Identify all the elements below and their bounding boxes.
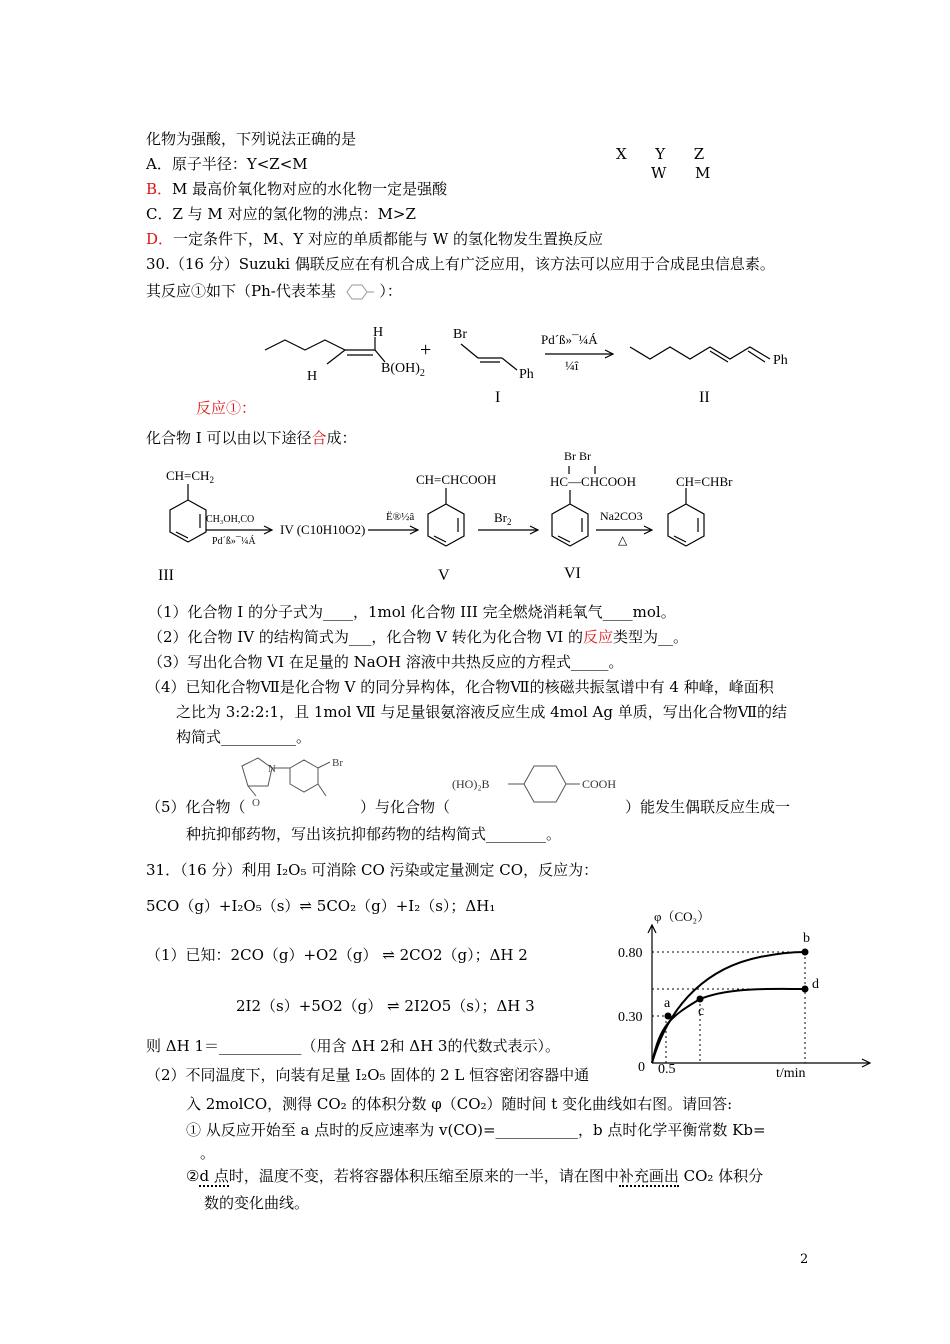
label-compound-V: V — [438, 567, 450, 584]
q29-option-c: C．Z 与 M 对应的氢化物的沸点：M>Z — [146, 205, 416, 223]
q31-then: 则 ΔH 1＝___________（用含 ΔH 2和 ΔH 3的代数式表示）。 — [146, 1037, 560, 1055]
q30-part4-line3: 构简式__________。 — [176, 728, 312, 746]
reagent-3: $Br_2$ — [494, 510, 512, 527]
q29-option-b-text: M 最高价氧化物对应的水化物一定是强酸 — [172, 180, 448, 198]
label-compound-II: II — [699, 389, 710, 406]
q31-eq3-left: 2I2（s）+5O2（g） — [236, 997, 383, 1015]
compound-VI-bromines: Br Br — [564, 449, 591, 463]
reagent-2: Ë®½â — [386, 511, 415, 523]
scheme1-plus: + — [420, 339, 432, 361]
q31-main-equation: 5CO（g）+I₂O₅（s）⇌ 5CO₂（g）+I₂（s）；ΔH₁ — [146, 897, 496, 915]
scheme1-boron-sub: 2 — [419, 368, 425, 379]
label-point-b: b — [803, 931, 810, 946]
co2-fraction-graph — [600, 905, 885, 1085]
scheme1-h-top: H — [373, 325, 384, 340]
q31-part2-line1: （2）不同温度下，向装有足量 I₂O₅ 固体的 2 L 恒容密闭容器中通 — [146, 1066, 590, 1084]
q30-part2-a: （2）化合物 IV 的结构简式为___，化合物 V 转化为化合物 VI 的 — [148, 628, 584, 646]
point-d — [802, 986, 809, 993]
q5-boronic-group: (HO)₂B — [452, 777, 490, 791]
label-point-a: a — [664, 996, 671, 1011]
label-compound-VI: VI — [564, 565, 581, 582]
compound-IV-prefix: IV (C — [280, 522, 310, 537]
periodic-table-row1: X Y Z — [616, 145, 705, 163]
q30-line2 — [146, 281, 402, 301]
compound-III-substituent — [166, 468, 214, 485]
q30-part2 — [148, 627, 688, 647]
equilibrium-arrow-icon: ⇌ — [382, 946, 395, 964]
synthesis-intro-b: 成： — [326, 429, 357, 447]
reaction-scheme-2 — [140, 448, 820, 588]
q5-boronic-acid-structure — [452, 758, 632, 806]
scheme1-ph2: Ph — [773, 353, 788, 368]
q29-option-b — [146, 179, 447, 199]
q31-eq3-right: 2I2O5（s）；ΔH 3 — [404, 997, 535, 1015]
compound-V-substituent: CH=CHCOOH — [416, 472, 497, 487]
q29-option-b-letter: B． — [146, 180, 173, 198]
q31-part2-q2-end: 数的变化曲线。 — [204, 1194, 310, 1212]
q30-part5-a: （5）化合物（ — [146, 798, 246, 816]
q5-lactam-structure — [232, 752, 372, 814]
q31-line1: 31．（16 分）利用 I₂O₅ 可消除 CO 污染或定量测定 CO，反应为： — [146, 861, 599, 879]
reaction-1-label: 反应①： — [196, 399, 257, 417]
q30-part2-b: 类型为__。 — [613, 628, 689, 646]
q31-part2-q1: ① 从反应开始至 a 点时的反应速率为 v(CO)=___________，b 点时化学平衡常数 Kb= — [186, 1121, 766, 1139]
scheme1-boron: B(OH) — [381, 361, 420, 376]
label-point-c: c — [698, 1004, 705, 1019]
page-number: 2 — [800, 1252, 809, 1267]
graph-x-tick-05: 0.5 — [658, 1062, 676, 1077]
q30-line1: 30.（16 分）Suzuki 偶联反应在有机合成上有广泛应用，该方法可以应用于合成昆虫信息素。 — [146, 255, 775, 273]
compound-IV-formula: 10H10O2) — [309, 522, 366, 537]
q30-part4-line1: （4）已知化合物Ⅶ是化合物 V 的同分异构体，化合物Ⅶ的核磁共振氢谱中有 4 种峰，峰面积 — [146, 678, 774, 696]
q29-option-a: A．原子半径：Y<Z<M — [146, 155, 308, 173]
q31-part1-eq2 — [146, 945, 528, 965]
point-a — [665, 1013, 672, 1020]
q31-part2-q2 — [186, 1166, 763, 1186]
q5-lactam-br: Br — [332, 757, 343, 769]
label-point-d: d — [812, 977, 819, 992]
q31-part2-q2-dot2: 补充画出 — [618, 1167, 679, 1185]
label-compound-III: III — [158, 567, 174, 584]
scheme1-ph1: Ph — [519, 367, 534, 382]
q29-option-d — [146, 229, 603, 249]
q31-eq2-left: 2CO（g）+O2（g） — [230, 946, 378, 964]
heat-symbol: △ — [618, 533, 628, 547]
q31-part1-label: （1）已知： — [146, 946, 231, 964]
q29-option-d-letter: D． — [146, 230, 174, 248]
synthesis-intro-a: 化合物 I 可以由以下途径 — [146, 429, 312, 447]
scheme1-catalyst: Pd´ß»¯¼Á — [541, 332, 598, 347]
scheme1-br: Br — [453, 327, 467, 342]
q30-line2-b: ）： — [379, 282, 402, 300]
q30-part1: （1）化合物 I 的分子式为____，1mol 化合物 III 完全燃烧消耗氧气____mol。 — [148, 603, 676, 621]
q31-part2-q2-dot1: d 点 — [199, 1167, 229, 1185]
graph-x-label: t/min — [776, 1066, 806, 1081]
equilibrium-arrow-icon: ⇌ — [387, 997, 400, 1015]
reaction-scheme-1 — [255, 322, 815, 412]
q30-part2-red: 反应 — [583, 628, 614, 646]
q30-part5-d: 种抗抑郁药物，写出该抗抑郁药物的结构简式________。 — [186, 825, 562, 843]
q31-eq3 — [236, 996, 535, 1016]
q31-part2-q1-end: 。 — [200, 1144, 216, 1162]
q29-intro: 化物为强酸，下列说法正确的是 — [146, 130, 357, 148]
q30-part5-c: ）能发生偶联反应生成一 — [625, 798, 791, 816]
point-b — [802, 949, 809, 956]
q30-line2-a: 其反应①如下（Ph-代表苯基 — [146, 282, 336, 300]
q31-part2-q2-pre: ② — [186, 1167, 200, 1185]
scheme1-boron-label — [381, 361, 425, 379]
compound-VII-substituent: CH=CHBr — [676, 474, 733, 489]
curve-b — [652, 952, 805, 1063]
scheme1-h-bottom: H — [307, 369, 318, 384]
phenyl-icon — [341, 283, 375, 301]
compound-III-sub: 2 — [209, 475, 214, 485]
synthesis-intro — [146, 428, 357, 448]
q5-lactam-o: O — [252, 797, 260, 809]
q30-part3: （3）写出化合物 VI 在足量的 NaOH 溶液中共热反应的方程式_____。 — [148, 653, 624, 671]
graph-y-tick-080: 0.80 — [618, 946, 643, 961]
synthesis-intro-red: 合 — [311, 429, 327, 447]
reagent-4: Na2CO3 — [600, 509, 643, 523]
q31-eq2-right: 2CO2（g）；ΔH 2 — [399, 946, 528, 964]
curve-d — [652, 989, 805, 1063]
point-c — [697, 996, 704, 1003]
q5-lactam-n: N — [268, 763, 276, 775]
reagent-1-bottom: Pd´ß»¯¼Á — [212, 536, 256, 547]
q29-option-d-text: 一定条件下，M、Y 对应的单质都能与 W 的氢化物发生置换反应 — [173, 230, 604, 248]
scheme1-base: ¼î — [565, 358, 579, 373]
graph-origin: 0 — [638, 1060, 645, 1075]
compound-IV-label — [280, 522, 365, 537]
q31-part2-q2-post: CO₂ 体积分 — [678, 1167, 764, 1185]
reagent-1-top: CH₃OH,CO — [206, 514, 255, 525]
q31-part2-line2: 入 2molCO，测得 CO₂ 的体积分数 φ（CO₂）随时间 t 变化曲线如右图。请回答: — [186, 1095, 733, 1113]
q30-part5-b: ）与化合物（ — [360, 798, 451, 816]
q5-cooh-group: COOH — [582, 777, 617, 791]
reagent-3-br: Br — [494, 510, 507, 525]
q30-part4-line2: 之比为 3:2:2:1，且 1mol Ⅶ 与足量银氨溶液反应生成 4mol Ag 单质，写出化合物Ⅶ的结 — [176, 703, 788, 721]
periodic-table-row2: W M — [651, 164, 711, 182]
compound-VI-substituent: HC—CHCOOH — [550, 474, 636, 489]
label-compound-I: I — [495, 389, 501, 406]
q31-part2-q2-mid: 时，温度不变，若将容器体积压缩至原来的一半，请在图中 — [228, 1167, 619, 1185]
graph-y-label: φ（CO₂） — [654, 909, 711, 924]
compound-III-top: CH=CH — [166, 468, 210, 483]
graph-y-tick-030: 0.30 — [618, 1010, 643, 1025]
